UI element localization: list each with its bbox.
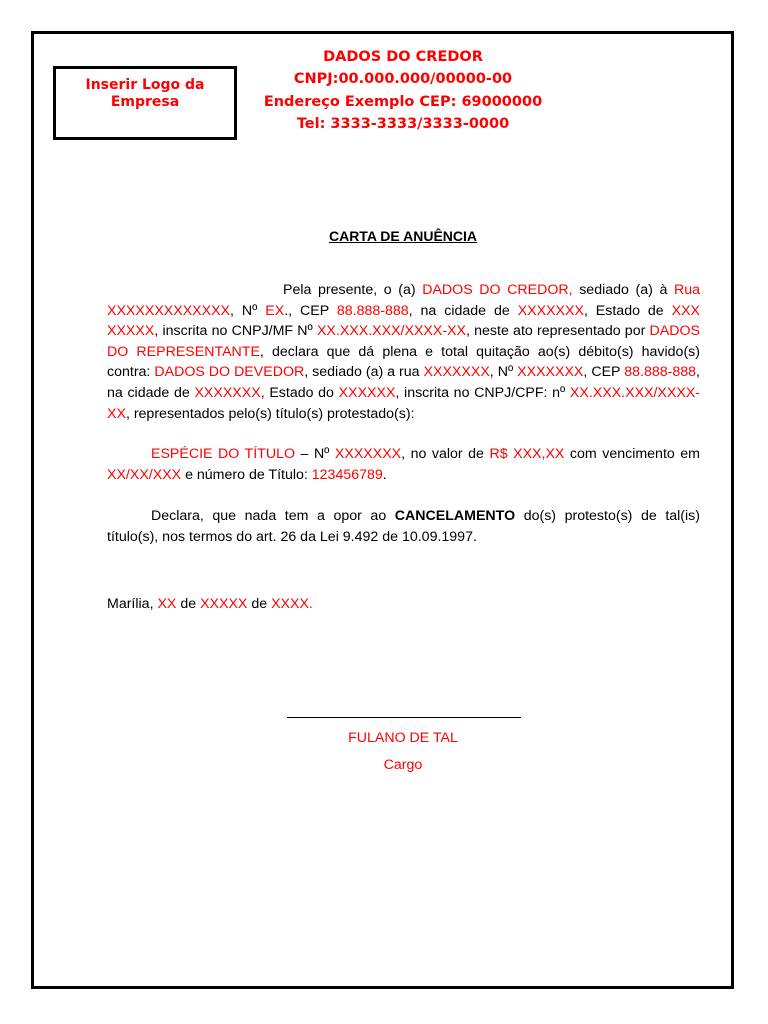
placeholder-field: DADOS DO CREDOR, [422, 282, 573, 298]
placeholder-field: XXXXXXX [423, 364, 490, 381]
document-title: CARTA DE ANUÊNCIA [328, 228, 478, 244]
logo-line-1: Inserir Logo da [85, 77, 205, 93]
cancellation-text-after: do(s) protesto(s) de tal(is) título(s), nos termos do art. 26 da Lei 9.492 de 10.09.1997. [107, 508, 700, 545]
placeholder-field: 88.888-888 [624, 364, 697, 381]
text-run: sediado (a) à [572, 282, 674, 298]
text-run: ., CEP [284, 302, 337, 319]
text-run: , na cidade de [408, 302, 518, 319]
text-run: , Estado de [583, 302, 672, 319]
placeholder-field: 123456789 [311, 466, 383, 483]
creditor-name: DADOS DO CREDOR [323, 49, 483, 65]
signature-line [287, 717, 521, 718]
paragraph-title-details [107, 444, 700, 485]
placeholder-field: XX.XXX.XXX/XXXX-XX [316, 323, 466, 340]
placeholder-field: Rua XXXXXXXXXXXXX [107, 282, 701, 319]
text-run: , declara que dá plena e total quitação ao(s) débito(s) havido(s) contra: [107, 343, 700, 381]
placeholder-field: XXXXXXX [517, 364, 584, 381]
place-date [107, 594, 313, 614]
placeholder-field: XXXXXXX [194, 384, 261, 401]
text-run: , inscrita no CNPJ/CPF: nº [395, 384, 570, 401]
text-run: , neste ato representado por [465, 323, 650, 340]
creditor-phone: Tel: 3333-3333/3333-0000 [296, 115, 510, 132]
placeholder-field: ESPÉCIE DO TÍTULO [151, 446, 296, 462]
placeholder-field: XXXXX [200, 596, 248, 612]
cancellation-keyword: CANCELAMENTO [394, 508, 516, 524]
placeholder-field: XXXXXXX [334, 446, 402, 462]
placeholder-field: XXXXXX [338, 384, 396, 401]
creditor-address: Endereço Exemplo CEP: 69000000 [263, 93, 543, 110]
creditor-header [250, 46, 556, 135]
text-run: , inscrita no CNPJ/MF Nº [154, 323, 317, 340]
logo-placeholder [53, 66, 237, 140]
placeholder-field: R$ XXX,XX [489, 446, 565, 462]
paragraph-declaration [107, 280, 700, 424]
placeholder-field: XXXX. [271, 596, 313, 612]
signatory-name: FULANO DE TAL [348, 730, 458, 746]
placeholder-field: 88.888-888 [336, 302, 409, 319]
text-run: e número de Título: [181, 466, 312, 483]
text-run: Marília, [107, 596, 158, 612]
placeholder-field: XX [157, 596, 177, 612]
text-run: , Estado do [260, 384, 339, 401]
text-run: , sediado (a) a rua [304, 364, 424, 381]
text-run: . [382, 466, 387, 483]
text-run: , CEP [583, 364, 625, 381]
placeholder-field: EX [265, 302, 285, 319]
signatory-role: Cargo [383, 757, 423, 773]
creditor-cnpj: CNPJ:00.000.000/00000-00 [293, 71, 513, 88]
text-run: – Nº [295, 446, 335, 462]
text-run: com vencimento em [564, 446, 701, 462]
cancellation-text-before: Declara, que nada tem a opor ao [151, 508, 395, 524]
text-run: de [247, 596, 272, 612]
text-run: , Nº [230, 302, 266, 319]
text-run: , no valor de [401, 446, 490, 462]
text-run: de [176, 596, 201, 612]
logo-line-2: Empresa [110, 94, 180, 110]
paragraph-cancellation [107, 506, 700, 547]
text-run: , Nº [489, 364, 518, 381]
text-run: , na cidade de [107, 364, 700, 401]
placeholder-field: DADOS DO REPRESENTANTE [107, 323, 700, 360]
placeholder-field: XX.XXX.XXX/XXXX-XX [107, 384, 701, 422]
placeholder-field: DADOS DO DEVEDOR [154, 364, 305, 381]
text-run: , representados pelo(s) título(s) protestado(s): [125, 405, 415, 422]
placeholder-field: XX/XX/XXX [107, 466, 182, 483]
text-run: Pela presente, o (a) [283, 282, 423, 298]
placeholder-field: XXX XXXXX [107, 302, 701, 340]
placeholder-field: XXXXXXX [517, 302, 584, 319]
